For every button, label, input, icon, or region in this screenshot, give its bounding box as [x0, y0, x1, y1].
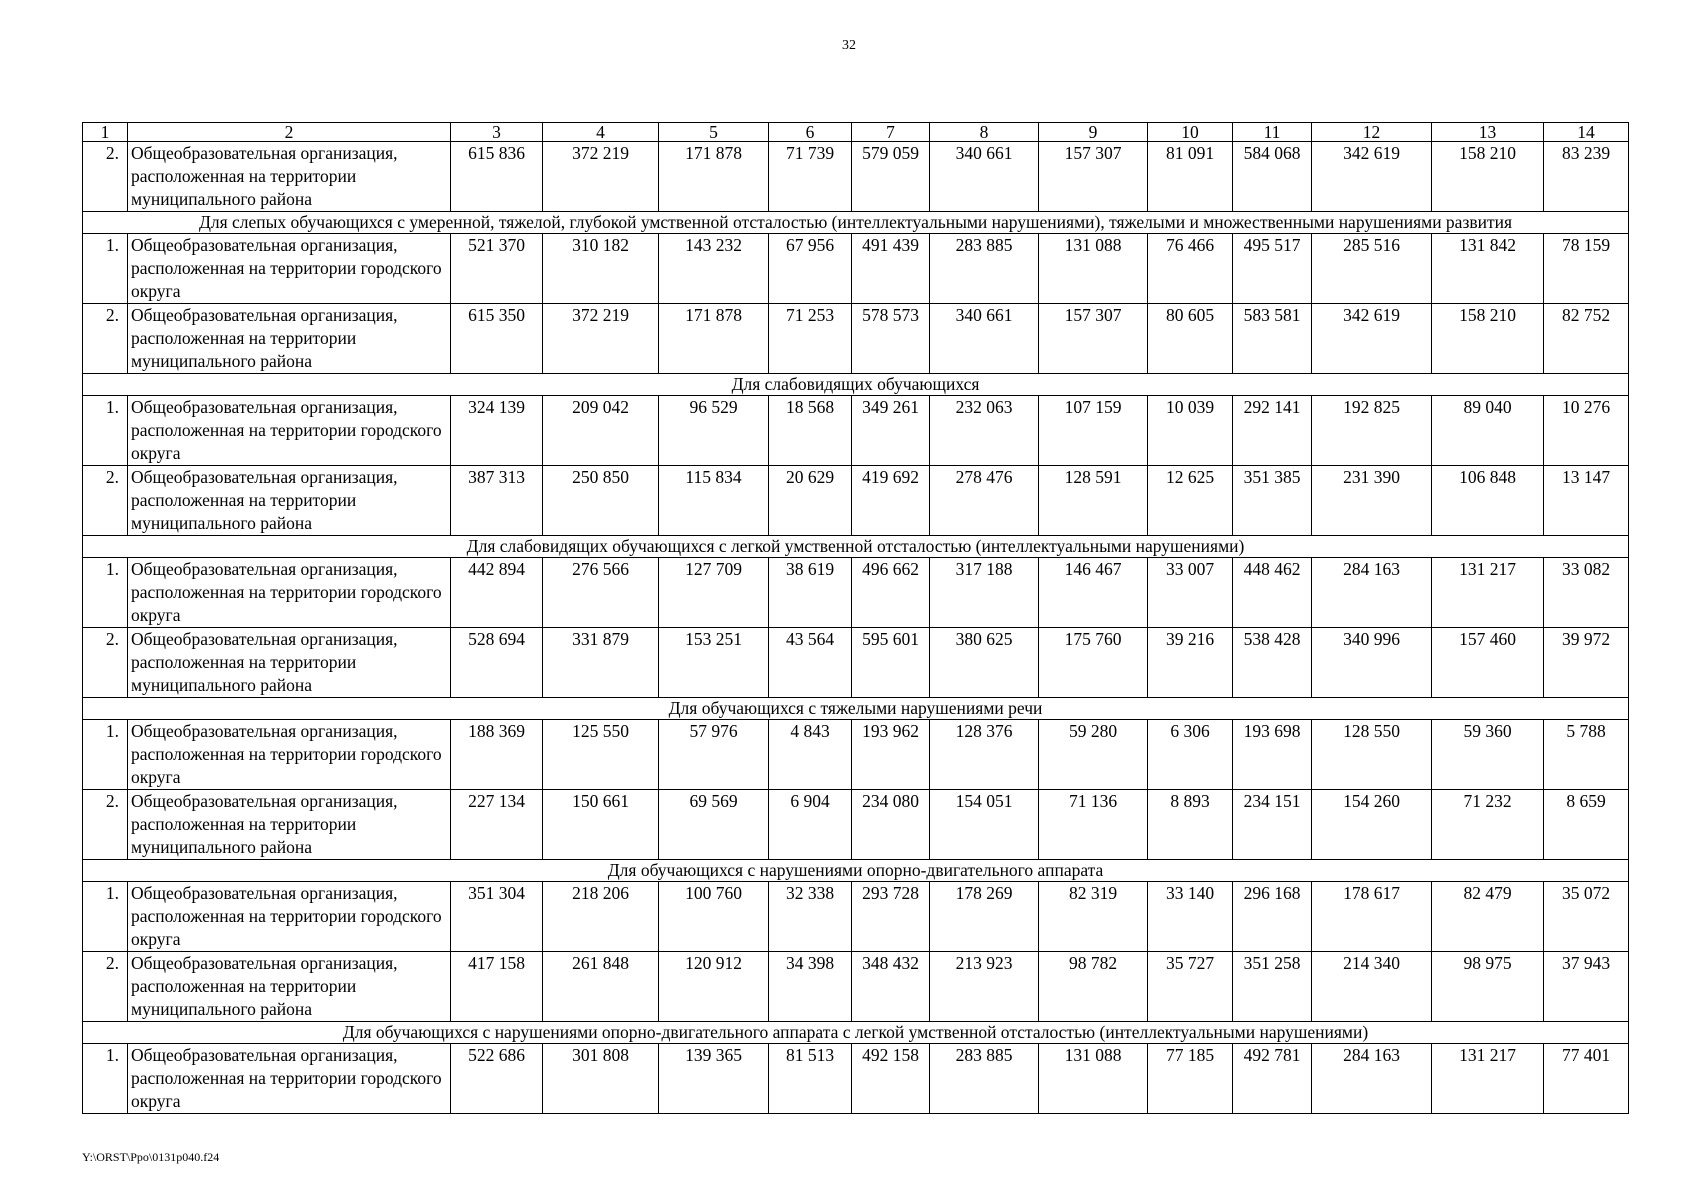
value-cell: 131 088: [1039, 234, 1148, 304]
value-cell: 340 661: [930, 142, 1039, 212]
row-index-cell: 1.: [83, 234, 128, 304]
value-cell: 158 210: [1432, 304, 1544, 374]
table-row: [83, 142, 1629, 212]
value-cell: 317 188: [930, 558, 1039, 628]
value-cell: 232 063: [930, 396, 1039, 466]
value-cell: 192 825: [1312, 396, 1432, 466]
value-cell: 372 219: [543, 304, 659, 374]
value-cell: 59 280: [1039, 720, 1148, 790]
value-cell: 33 140: [1148, 882, 1233, 952]
data-table: [82, 122, 1629, 1114]
value-cell: 214 340: [1312, 952, 1432, 1022]
section-heading: Для слепых обучающихся с умеренной, тяжелой, глубокой умственной отсталостью (интеллектуальными нарушениями), тяжелыми и множественными нарушениями развития: [83, 212, 1629, 234]
value-cell: 131 217: [1432, 558, 1544, 628]
section-heading-row: [83, 860, 1629, 882]
value-cell: 77 185: [1148, 1044, 1233, 1114]
value-cell: 351 385: [1233, 466, 1312, 536]
value-cell: 442 894: [451, 558, 543, 628]
value-cell: 143 232: [659, 234, 769, 304]
value-cell: 342 619: [1312, 142, 1432, 212]
value-cell: 69 569: [659, 790, 769, 860]
value-cell: 521 370: [451, 234, 543, 304]
section-heading: Для слабовидящих обучающихся с легкой умственной отсталостью (интеллектуальными нарушениями): [83, 536, 1629, 558]
table-row: [83, 882, 1629, 952]
value-cell: 584 068: [1233, 142, 1312, 212]
value-cell: 120 912: [659, 952, 769, 1022]
column-number-cell: 7: [852, 123, 930, 142]
row-index-cell: 2.: [83, 142, 128, 212]
value-cell: 495 517: [1233, 234, 1312, 304]
table-row: [83, 466, 1629, 536]
value-cell: 82 479: [1432, 882, 1544, 952]
value-cell: 18 568: [769, 396, 852, 466]
organization-name-cell: Общеобразовательная организация, расположенная на территории городского округа: [128, 882, 451, 952]
value-cell: 175 760: [1039, 628, 1148, 698]
value-cell: 131 842: [1432, 234, 1544, 304]
value-cell: 128 376: [930, 720, 1039, 790]
value-cell: 372 219: [543, 142, 659, 212]
value-cell: 98 975: [1432, 952, 1544, 1022]
value-cell: 82 319: [1039, 882, 1148, 952]
table-row: [83, 304, 1629, 374]
value-cell: 387 313: [451, 466, 543, 536]
value-cell: 293 728: [852, 882, 930, 952]
value-cell: 178 269: [930, 882, 1039, 952]
value-cell: 234 080: [852, 790, 930, 860]
value-cell: 131 217: [1432, 1044, 1544, 1114]
value-cell: 283 885: [930, 234, 1039, 304]
value-cell: 419 692: [852, 466, 930, 536]
row-index-cell: 2.: [83, 628, 128, 698]
value-cell: 209 042: [543, 396, 659, 466]
value-cell: 82 752: [1544, 304, 1629, 374]
column-number-cell: 14: [1544, 123, 1629, 142]
section-heading-row: [83, 1022, 1629, 1044]
table-row: [83, 720, 1629, 790]
value-cell: 10 276: [1544, 396, 1629, 466]
row-index-cell: 1.: [83, 558, 128, 628]
value-cell: 522 686: [451, 1044, 543, 1114]
value-cell: 188 369: [451, 720, 543, 790]
value-cell: 284 163: [1312, 558, 1432, 628]
value-cell: 76 466: [1148, 234, 1233, 304]
value-cell: 448 462: [1233, 558, 1312, 628]
value-cell: 71 136: [1039, 790, 1148, 860]
column-number-cell: 4: [543, 123, 659, 142]
organization-name-cell: Общеобразовательная организация, расположенная на территории городского округа: [128, 558, 451, 628]
value-cell: 331 879: [543, 628, 659, 698]
section-heading: Для обучающихся с нарушениями опорно-двигательного аппарата: [83, 860, 1629, 882]
section-heading-row: [83, 212, 1629, 234]
value-cell: 106 848: [1432, 466, 1544, 536]
value-cell: 81 513: [769, 1044, 852, 1114]
organization-name-cell: Общеобразовательная организация, расположенная на территории муниципального района: [128, 952, 451, 1022]
value-cell: 67 956: [769, 234, 852, 304]
table-body: [83, 123, 1629, 1114]
value-cell: 77 401: [1544, 1044, 1629, 1114]
value-cell: 234 151: [1233, 790, 1312, 860]
organization-name-cell: Общеобразовательная организация, расположенная на территории городского округа: [128, 396, 451, 466]
value-cell: 283 885: [930, 1044, 1039, 1114]
row-index-cell: 1.: [83, 1044, 128, 1114]
column-number-cell: 1: [83, 123, 128, 142]
value-cell: 6 306: [1148, 720, 1233, 790]
table-row: [83, 558, 1629, 628]
column-number-cell: 6: [769, 123, 852, 142]
value-cell: 492 158: [852, 1044, 930, 1114]
column-number-cell: 13: [1432, 123, 1544, 142]
value-cell: 171 878: [659, 304, 769, 374]
value-cell: 35 727: [1148, 952, 1233, 1022]
value-cell: 8 659: [1544, 790, 1629, 860]
row-index-cell: 2.: [83, 790, 128, 860]
value-cell: 127 709: [659, 558, 769, 628]
value-cell: 5 788: [1544, 720, 1629, 790]
value-cell: 284 163: [1312, 1044, 1432, 1114]
section-heading: Для обучающихся с нарушениями опорно-двигательного аппарата с легкой умственной отсталостью (интеллектуальными нарушениями): [83, 1022, 1629, 1044]
column-number-cell: 5: [659, 123, 769, 142]
organization-name-cell: Общеобразовательная организация, расположенная на территории городского округа: [128, 1044, 451, 1114]
value-cell: 71 232: [1432, 790, 1544, 860]
value-cell: 193 698: [1233, 720, 1312, 790]
value-cell: 615 350: [451, 304, 543, 374]
value-cell: 213 923: [930, 952, 1039, 1022]
section-heading-row: [83, 698, 1629, 720]
organization-name-cell: Общеобразовательная организация, расположенная на территории муниципального района: [128, 628, 451, 698]
organization-name-cell: Общеобразовательная организация, расположенная на территории городского округа: [128, 720, 451, 790]
value-cell: 131 088: [1039, 1044, 1148, 1114]
value-cell: 491 439: [852, 234, 930, 304]
value-cell: 12 625: [1148, 466, 1233, 536]
value-cell: 33 082: [1544, 558, 1629, 628]
value-cell: 578 573: [852, 304, 930, 374]
column-number-cell: 12: [1312, 123, 1432, 142]
value-cell: 78 159: [1544, 234, 1629, 304]
value-cell: 171 878: [659, 142, 769, 212]
value-cell: 37 943: [1544, 952, 1629, 1022]
value-cell: 348 432: [852, 952, 930, 1022]
section-heading: Для обучающихся с тяжелыми нарушениями речи: [83, 698, 1629, 720]
value-cell: 83 239: [1544, 142, 1629, 212]
organization-name-cell: Общеобразовательная организация, расположенная на территории муниципального района: [128, 142, 451, 212]
organization-name-cell: Общеобразовательная организация, расположенная на территории муниципального района: [128, 466, 451, 536]
table-row: [83, 396, 1629, 466]
value-cell: 342 619: [1312, 304, 1432, 374]
value-cell: 157 307: [1039, 304, 1148, 374]
footer-file-path: Y:\ORST\Ppo\0131p040.f24: [82, 1150, 220, 1164]
value-cell: 107 159: [1039, 396, 1148, 466]
value-cell: 81 091: [1148, 142, 1233, 212]
value-cell: 100 760: [659, 882, 769, 952]
value-cell: 193 962: [852, 720, 930, 790]
value-cell: 310 182: [543, 234, 659, 304]
section-heading-row: [83, 536, 1629, 558]
value-cell: 35 072: [1544, 882, 1629, 952]
value-cell: 125 550: [543, 720, 659, 790]
value-cell: 157 460: [1432, 628, 1544, 698]
value-cell: 153 251: [659, 628, 769, 698]
column-number-cell: 9: [1039, 123, 1148, 142]
column-number-cell: 3: [451, 123, 543, 142]
value-cell: 96 529: [659, 396, 769, 466]
value-cell: 380 625: [930, 628, 1039, 698]
value-cell: 231 390: [1312, 466, 1432, 536]
value-cell: 154 051: [930, 790, 1039, 860]
table-row: [83, 234, 1629, 304]
value-cell: 32 338: [769, 882, 852, 952]
value-cell: 33 007: [1148, 558, 1233, 628]
value-cell: 178 617: [1312, 882, 1432, 952]
value-cell: 528 694: [451, 628, 543, 698]
row-index-cell: 2.: [83, 952, 128, 1022]
value-cell: 57 976: [659, 720, 769, 790]
value-cell: 351 304: [451, 882, 543, 952]
column-number-cell: 10: [1148, 123, 1233, 142]
value-cell: 89 040: [1432, 396, 1544, 466]
value-cell: 71 253: [769, 304, 852, 374]
value-cell: 154 260: [1312, 790, 1432, 860]
section-heading-row: [83, 374, 1629, 396]
value-cell: 98 782: [1039, 952, 1148, 1022]
row-index-cell: 2.: [83, 466, 128, 536]
table-row: [83, 952, 1629, 1022]
value-cell: 292 141: [1233, 396, 1312, 466]
value-cell: 492 781: [1233, 1044, 1312, 1114]
value-cell: 538 428: [1233, 628, 1312, 698]
value-cell: 115 834: [659, 466, 769, 536]
value-cell: 71 739: [769, 142, 852, 212]
table-row: [83, 628, 1629, 698]
value-cell: 128 550: [1312, 720, 1432, 790]
column-number-row: [83, 123, 1629, 142]
column-number-cell: 2: [128, 123, 451, 142]
value-cell: 301 808: [543, 1044, 659, 1114]
value-cell: 4 843: [769, 720, 852, 790]
value-cell: 227 134: [451, 790, 543, 860]
value-cell: 261 848: [543, 952, 659, 1022]
value-cell: 128 591: [1039, 466, 1148, 536]
organization-name-cell: Общеобразовательная организация, расположенная на территории городского округа: [128, 234, 451, 304]
value-cell: 615 836: [451, 142, 543, 212]
value-cell: 13 147: [1544, 466, 1629, 536]
column-number-cell: 8: [930, 123, 1039, 142]
value-cell: 39 972: [1544, 628, 1629, 698]
row-index-cell: 2.: [83, 304, 128, 374]
value-cell: 250 850: [543, 466, 659, 536]
section-heading: Для слабовидящих обучающихся: [83, 374, 1629, 396]
value-cell: 150 661: [543, 790, 659, 860]
value-cell: 34 398: [769, 952, 852, 1022]
value-cell: 595 601: [852, 628, 930, 698]
row-index-cell: 1.: [83, 396, 128, 466]
value-cell: 158 210: [1432, 142, 1544, 212]
organization-name-cell: Общеобразовательная организация, расположенная на территории муниципального района: [128, 790, 451, 860]
value-cell: 80 605: [1148, 304, 1233, 374]
value-cell: 351 258: [1233, 952, 1312, 1022]
value-cell: 276 566: [543, 558, 659, 628]
page-number: 32: [842, 38, 856, 53]
value-cell: 218 206: [543, 882, 659, 952]
value-cell: 285 516: [1312, 234, 1432, 304]
value-cell: 278 476: [930, 466, 1039, 536]
value-cell: 340 996: [1312, 628, 1432, 698]
table-row: [83, 1044, 1629, 1114]
value-cell: 38 619: [769, 558, 852, 628]
value-cell: 417 158: [451, 952, 543, 1022]
column-number-cell: 11: [1233, 123, 1312, 142]
value-cell: 146 467: [1039, 558, 1148, 628]
value-cell: 59 360: [1432, 720, 1544, 790]
value-cell: 324 139: [451, 396, 543, 466]
value-cell: 157 307: [1039, 142, 1148, 212]
value-cell: 39 216: [1148, 628, 1233, 698]
value-cell: 20 629: [769, 466, 852, 536]
table-row: [83, 790, 1629, 860]
value-cell: 139 365: [659, 1044, 769, 1114]
value-cell: 296 168: [1233, 882, 1312, 952]
row-index-cell: 1.: [83, 882, 128, 952]
value-cell: 583 581: [1233, 304, 1312, 374]
row-index-cell: 1.: [83, 720, 128, 790]
value-cell: 340 661: [930, 304, 1039, 374]
organization-name-cell: Общеобразовательная организация, расположенная на территории муниципального района: [128, 304, 451, 374]
value-cell: 6 904: [769, 790, 852, 860]
value-cell: 10 039: [1148, 396, 1233, 466]
value-cell: 579 059: [852, 142, 930, 212]
value-cell: 8 893: [1148, 790, 1233, 860]
value-cell: 349 261: [852, 396, 930, 466]
value-cell: 496 662: [852, 558, 930, 628]
value-cell: 43 564: [769, 628, 852, 698]
